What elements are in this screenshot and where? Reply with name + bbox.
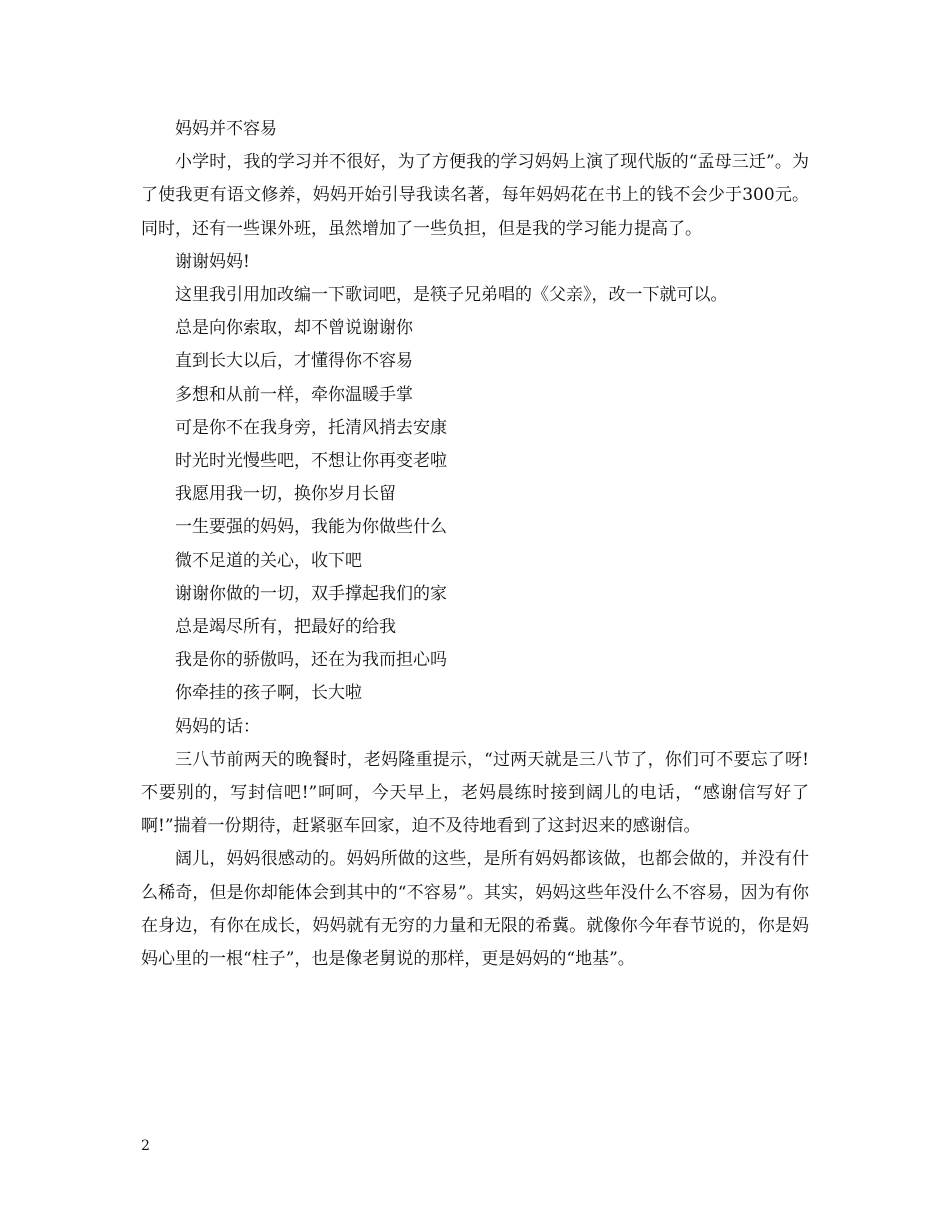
lyric-line: 一生要强的妈妈，我能为你做些什么 [175, 517, 447, 538]
page-number: 2 [141, 1138, 150, 1154]
document-body [141, 113, 809, 976]
lyric-line: 总是向你索取，却不曾说谢谢你 [175, 318, 413, 339]
lyric-line: 可是你不在我身旁，托清风捎去安康 [175, 417, 447, 438]
paragraph: 谢谢妈妈! [175, 251, 250, 272]
paragraph: 阔儿，妈妈很感动的。妈妈所做的这些，是所有妈妈都该做，也都会做的，并没有什么稀奇，但是你却能体会到其中的“不容易”。其实，妈妈这些年没什么不容易，因为有你在身边，有你在成长，妈妈就有无穷的力量和无限的希冀。就像你今年春节说的，你是妈妈心里的一根“柱子”，也是像老舅说的那样，更是妈妈的“地基”。 [141, 849, 809, 970]
lyric-line: 多想和从前一样，牵你温暖手掌 [175, 384, 413, 405]
paragraph: 这里我引用加改编一下歌词吧，是筷子兄弟唱的《父亲》，改一下就可以。 [175, 285, 728, 306]
paragraph: 妈妈的话： [175, 716, 260, 737]
lyric-line: 我愿用我一切，换你岁月长留 [175, 484, 396, 505]
lyric-line: 谢谢你做的一切，双手撑起我们的家 [175, 583, 447, 604]
lyric-line: 时光时光慢些吧，不想让你再变老啦 [175, 451, 447, 472]
lyric-line: 你牵挂的孩子啊，长大啦 [175, 683, 362, 704]
paragraph: 小学时，我的学习并不很好，为了方便我的学习妈妈上演了现代版的“孟母三迁”。为了使我更有语文修养，妈妈开始引导我读名著，每年妈妈花在书上的钱不会少于300元。同时，还有一些课外班，虽然增加了一些负担，但是我的学习能力提高了。 [141, 152, 809, 239]
paragraph-heading: 妈妈并不容易 [175, 119, 277, 139]
lyric-line: 微不足道的关心，收下吧 [175, 550, 362, 571]
lyric-line: 总是竭尽所有，把最好的给我 [175, 617, 396, 638]
paragraph: 三八节前两天的晚餐时，老妈隆重提示，“过两天就是三八节了，你们可不要忘了呀!不要别的，写封信吧!”呵呵，今天早上，老妈晨练时接到阔儿的电话，“感谢信写好了啊!”揣着一份期待，赶紧驱车回家，迫不及待地看到了这封迟来的感谢信。 [141, 749, 809, 837]
lyric-line: 我是你的骄傲吗，还在为我而担心吗 [175, 650, 447, 671]
lyric-line: 直到长大以后，才懂得你不容易 [175, 351, 413, 372]
